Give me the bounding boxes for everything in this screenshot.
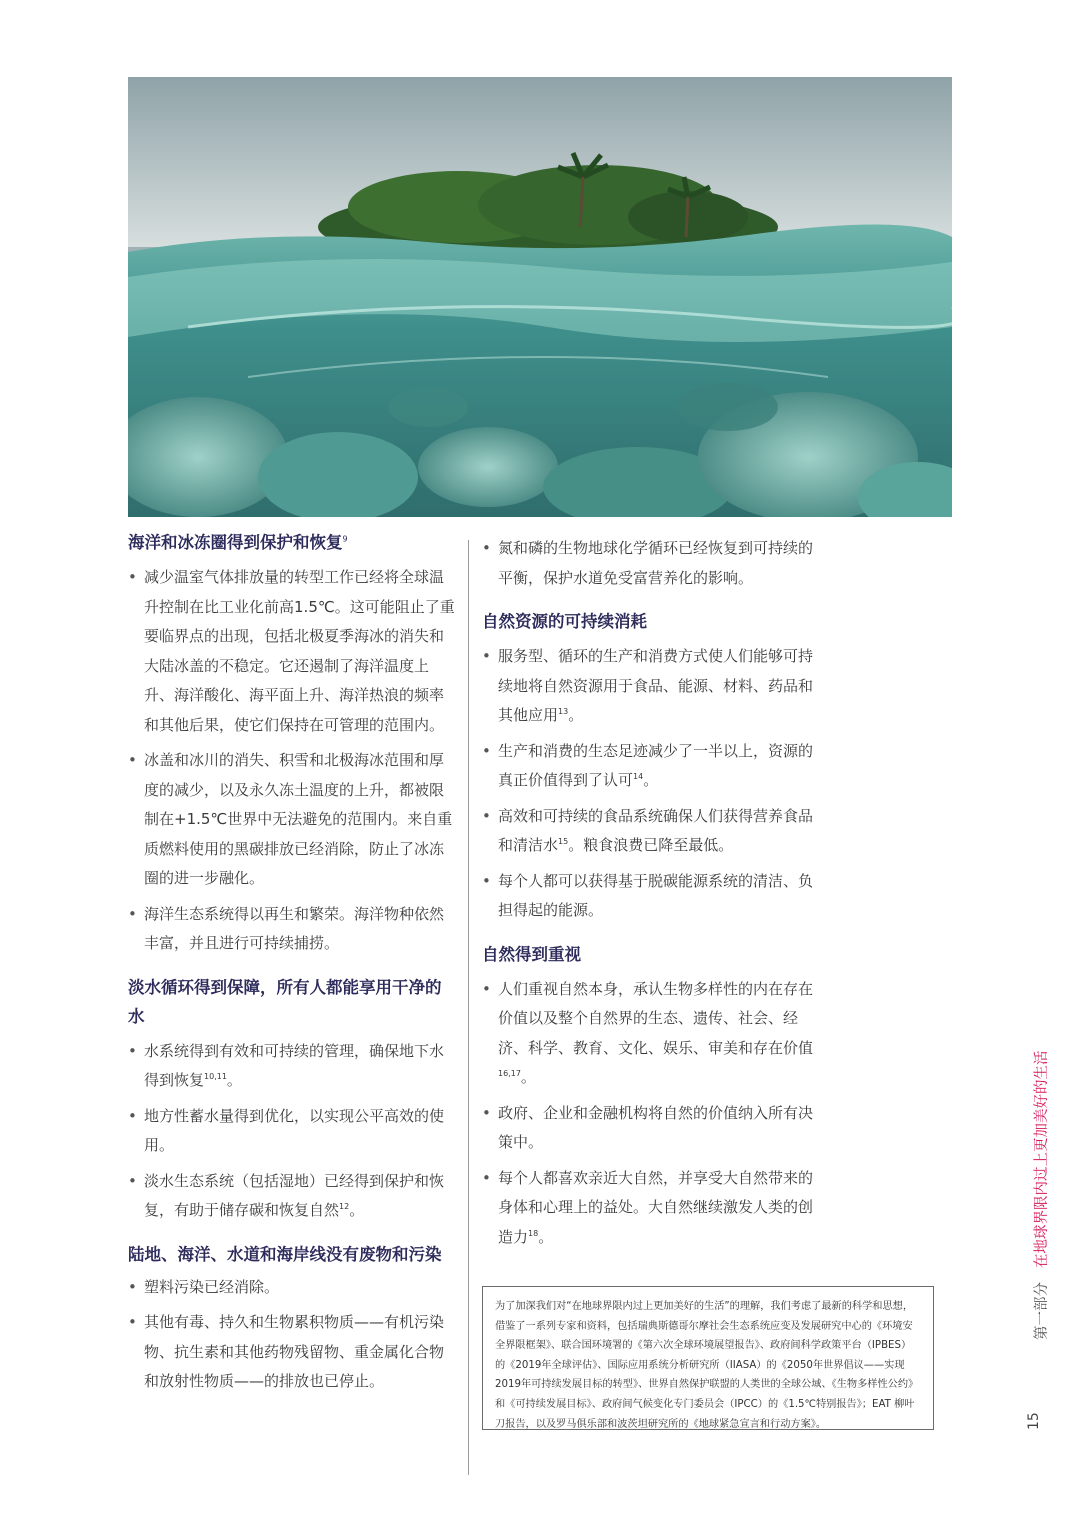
list-item: • 其他有毒、持久和生物累积物质——有机污染物、抗生素和其他药物残留物、重金属化合物和放射性物质——的排放也已停止。 [128, 1308, 456, 1397]
hero-photo [128, 77, 952, 517]
sources-note-text: 为了加深我们对“在地球界限内过上更加美好的生活”的理解，我们考虑了最新的科学和思想，借鉴了一系列专家和资料，包括瑞典斯德哥尔摩社会生态系统应变及发展研究中心的《环境安全界限框架》、联合国环境署的《第六次全球环境展望报告》、政府间科学政策平台（IPBES）的《2019年全球评估》、国际应用系统分析研究所（IIASA）的《2050年世界倡议——实现2019年可持续发展目标的转型》、世界自然保护联盟的人类世的全球公域、《生物多样性公约》和《可持续发展目标》、政府间气候变化专门委员会（IPCC）的《1.5℃特别报告》；EAT 柳叶刀报告，以及罗马俱乐部和波茨坦研究所的《地球紧急宣言和行动方案》。 [495, 1301, 919, 1430]
island-underwater-illustration [128, 77, 952, 517]
page-number [1004, 1394, 1042, 1434]
list-item: • 高效和可持续的食品系统确保人们获得营养食品和清洁水$^{15}$。粮食浪费已降至最低。 [482, 802, 822, 861]
list-item: • 海洋生态系统得以再生和繁荣。海洋物种依然丰富，并且进行可持续捕捞。 [128, 900, 456, 959]
section-heading-nature-valued: 自然得到重视 [482, 944, 581, 964]
list-item: • 人们重视自然本身，承认生物多样性的内在存在价值以及整个自然界的生态、遗传、社会、经济、科学、教育、文化、娱乐、审美和存在价值$^{16,17}$。 [482, 975, 822, 1093]
sources-note-box [482, 1286, 934, 1430]
list-item: • 每个人都可以获得基于脱碳能源系统的清洁、负担得起的能源。 [482, 867, 822, 926]
list-item: • 政府、企业和金融机构将自然的价值纳入所有决策中。 [482, 1099, 822, 1158]
right-column [482, 528, 822, 1258]
running-head-title: 在地球界限内过上更加美好的生活 [1034, 1050, 1050, 1268]
list-item: • 地方性蓄水量得到优化，以实现公平高效的使用。 [128, 1102, 456, 1161]
bullet-list [482, 642, 822, 926]
section-heading-freshwater: 淡水循环得到保障，所有人都能享用干净的水 [128, 977, 442, 1026]
left-column [128, 528, 456, 1403]
list-item: • 水系统得到有效和可持续的管理，确保地下水得到恢复$^{10,11}$。 [128, 1037, 456, 1096]
running-head [1000, 1020, 1050, 1340]
bullet-list [482, 534, 822, 593]
list-item: • 塑料污染已经消除。 [128, 1273, 456, 1303]
bullet-list [128, 1273, 456, 1397]
section-heading-ocean: 海洋和冰冻圈得到保护和恢复$^9$ [128, 533, 348, 552]
column-divider [468, 540, 469, 1475]
running-head-section: 第一部分 [1034, 1282, 1050, 1340]
list-item: • 生产和消费的生态足迹减少了一半以上，资源的真正价值得到了认可$^{14}$。 [482, 737, 822, 796]
list-item: • 冰盖和冰川的消失、积雪和北极海冰范围和厚度的减少，以及永久冻土温度的上升，都被限制在+1.5℃世界中无法避免的范围内。来自重质燃料使用的黑碳排放已经消除，防止了冰冻圈的进一步融化。 [128, 746, 456, 894]
list-item: • 氮和磷的生物地球化学循环已经恢复到可持续的平衡，保护水道免受富营养化的影响。 [482, 534, 822, 593]
list-item: • 每个人都喜欢亲近大自然，并享受大自然带来的身体和心理上的益处。大自然继续激发人类的创造力$^{18}$。 [482, 1164, 822, 1253]
bullet-list [482, 975, 822, 1253]
section-heading-resources: 自然资源的可持续消耗 [482, 612, 647, 631]
page-number-text: 15 [1026, 1412, 1042, 1430]
list-item: • 减少温室气体排放量的转型工作已经将全球温升控制在比工业化前高1.5℃。这可能阻止了重要临界点的出现，包括北极夏季海冰的消失和大陆冰盖的不稳定。它还遏制了海洋温度上升、海洋酸化、海平面上升、海洋热浪的频率和其他后果，使它们保持在可管理的范围内。 [128, 563, 456, 740]
list-item: • 服务型、循环的生产和消费方式使人们能够可持续地将自然资源用于食品、能源、材料、药品和其他应用$^{13}$。 [482, 642, 822, 731]
bullet-list [128, 563, 456, 959]
section-heading-pollution: 陆地、海洋、水道和海岸线没有废物和污染 [128, 1244, 442, 1264]
bullet-list [128, 1037, 456, 1226]
list-item: • 淡水生态系统（包括湿地）已经得到保护和恢复，有助于储存碳和恢复自然$^{12}$。 [128, 1167, 456, 1226]
